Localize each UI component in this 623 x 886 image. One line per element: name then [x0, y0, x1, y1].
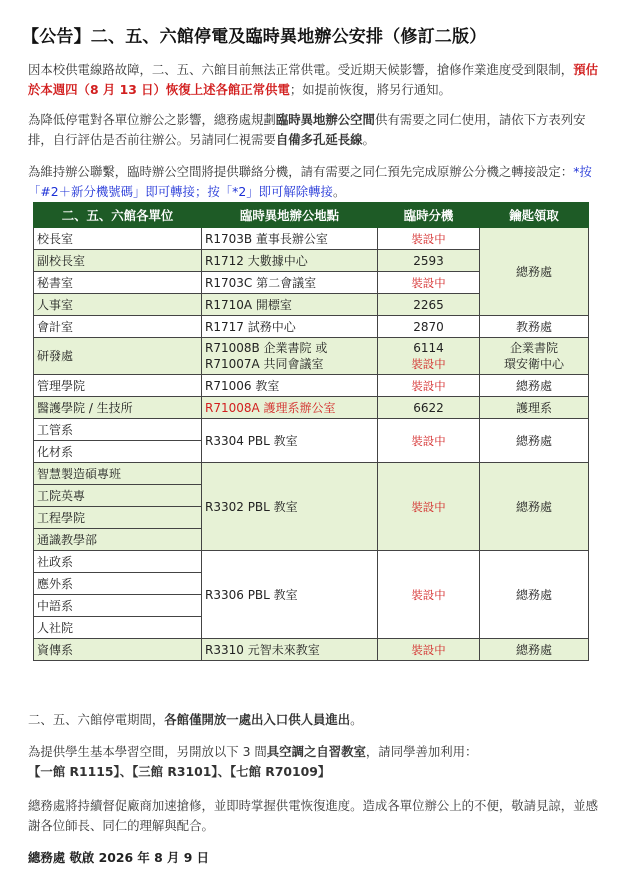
table-row [34, 639, 589, 661]
extension-line: 6114 [413, 341, 444, 355]
unit-cell: 社政系 [34, 551, 202, 573]
study-room-emphasis: 具空調之自習教室 [266, 744, 366, 759]
extension-cell: 裝設中 [378, 228, 480, 250]
outage-text: 因本校供電線路故障，二、五、六館目前無法正常供電。受近期天候影響，搶修作業進度受到限制， [28, 62, 574, 77]
extension-cell: 裝設中 [378, 272, 480, 294]
key-cell: 護理系 [480, 397, 589, 419]
study-room-text: 為提供學生基本學習空間，另開放以下 3 間 [28, 744, 267, 759]
unit-cell: 化材系 [34, 441, 202, 463]
location-cell: R1717 試務中心 [202, 316, 378, 338]
location-cell: R3304 PBL 教室 [202, 419, 378, 463]
unit-cell: 工管系 [34, 419, 202, 441]
unit-cell: 管理學院 [34, 375, 202, 397]
table-row [34, 419, 589, 441]
col-header-key: 鑰匙領取 [480, 203, 589, 228]
key-cell: 總務處 [480, 463, 589, 551]
key-cell: 教務處 [480, 316, 589, 338]
unit-cell: 工院英專 [34, 485, 202, 507]
key-cell: 總務處 [480, 639, 589, 661]
key-cell: 總務處 [480, 375, 589, 397]
table-row [34, 228, 589, 250]
temp-office-paragraph [28, 110, 600, 150]
col-header-location: 臨時異地辦公地點 [202, 203, 378, 228]
location-cell: R3302 PBL 教室 [202, 463, 378, 551]
extension-text: 為維持辦公聯繫，臨時辦公空間將提供聯絡分機，請有需要之同仁預先完成原辦公分機之轉接設定： [28, 164, 574, 179]
entrance-paragraph [28, 710, 600, 730]
table-row [34, 397, 589, 419]
table-header-row [34, 203, 589, 228]
key-cell [480, 338, 589, 375]
extension-text-end: 。 [332, 184, 346, 199]
extension-cell: 6622 [378, 397, 480, 419]
location-cell: R3310 元智未來教室 [202, 639, 378, 661]
location-cell: R71008A 護理系辦公室 [202, 397, 378, 419]
location-line: R71008B 企業書院 或 [205, 341, 328, 355]
study-room-paragraph [28, 742, 600, 782]
extension-cell: 2870 [378, 316, 480, 338]
unit-cell: 工程學院 [34, 507, 202, 529]
location-cell: R1712 大數據中心 [202, 250, 378, 272]
key-line: 企業書院 [509, 341, 558, 355]
power-strip-emphasis: 自備多孔延長線 [275, 132, 363, 147]
table-row [34, 463, 589, 485]
closing-paragraph: 總務處將持續督促廠商加速搶修，並即時掌握供電恢復進度。造成各單位辦公上的不便，敬請見諒，並感謝各位師長、同仁的理解與配合。 [28, 798, 598, 833]
unit-cell: 校長室 [34, 228, 202, 250]
table-row [34, 338, 589, 375]
temp-office-text: 為降低停電對各單位辦公之影響，總務處規劃 [28, 112, 276, 127]
unit-cell: 人社院 [34, 617, 202, 639]
location-cell: R1703C 第二會議室 [202, 272, 378, 294]
extension-cell: 裝設中 [378, 463, 480, 551]
extension-cell [378, 338, 480, 375]
signature: 總務處 敬啟 2026 年 8 月 9 日 [28, 850, 210, 865]
table-row [34, 375, 589, 397]
unit-cell: 中語系 [34, 595, 202, 617]
temp-office-text-end: 。 [362, 132, 375, 147]
entrance-text-end: 。 [350, 712, 363, 727]
extension-paragraph [28, 162, 600, 202]
key-cell: 總務處 [480, 419, 589, 463]
table-row [34, 316, 589, 338]
study-room-text-end: ，請同學善加利用： [365, 744, 478, 759]
outage-text-end: ；如提前恢復，將另行通知。 [289, 82, 451, 97]
location-line: R71007A 共同會議室 [205, 357, 324, 371]
unit-cell: 副校長室 [34, 250, 202, 272]
temp-office-emphasis: 臨時異地辦公空間 [275, 112, 375, 127]
location-cell: R1710A 開標室 [202, 294, 378, 316]
unit-cell: 醫護學院 / 生技所 [34, 397, 202, 419]
key-cell: 總務處 [480, 551, 589, 639]
extension-cell: 裝設中 [378, 375, 480, 397]
extension-cell: 2593 [378, 250, 480, 272]
location-cell: R1703B 董事長辦公室 [202, 228, 378, 250]
col-header-extension: 臨時分機 [378, 203, 480, 228]
location-cell: R71006 教室 [202, 375, 378, 397]
unit-cell: 人事室 [34, 294, 202, 316]
outage-paragraph [28, 60, 600, 100]
restore-estimate: 預估於本週四（8 月 13 日）恢復上述各館正常供電 [28, 62, 598, 97]
extension-cell: 2265 [378, 294, 480, 316]
col-header-unit: 二、五、六館各單位 [34, 203, 202, 228]
unit-cell: 研發處 [34, 338, 202, 375]
unit-cell: 通識教學部 [34, 529, 202, 551]
study-room-list: 【一館 R1115】、【三館 R3101】、【七館 R70109】 [28, 764, 331, 779]
extension-line: 裝設中 [411, 357, 446, 371]
key-cell: 總務處 [480, 228, 589, 316]
entrance-emphasis: 各館僅開放一處出入口供人員進出 [164, 712, 351, 727]
unit-cell: 會計室 [34, 316, 202, 338]
entrance-text: 二、五、六館停電期間， [28, 712, 165, 727]
table-row [34, 551, 589, 573]
location-cell [202, 338, 378, 375]
page-title: 【公告】二、五、六館停電及臨時異地辦公安排（修訂二版） [22, 27, 487, 47]
temp-office-text-2: 供有需要之同仁使用，請依下方表列安排，自行評估是否前往辦公。另請同仁視需要 [28, 112, 586, 147]
unit-cell: 秘書室 [34, 272, 202, 294]
location-cell: R3306 PBL 教室 [202, 551, 378, 639]
unit-cell: 資傳系 [34, 639, 202, 661]
extension-cell: 裝設中 [378, 419, 480, 463]
key-line: 環安衛中心 [503, 357, 564, 371]
extension-cell: 裝設中 [378, 551, 480, 639]
unit-cell: 應外系 [34, 573, 202, 595]
extension-cell: 裝設中 [378, 639, 480, 661]
forwarding-instructions: *按「#2＋新分機號碼」即可轉接；按「*2」即可解除轉接 [28, 164, 592, 199]
unit-cell: 智慧製造碩專班 [34, 463, 202, 485]
temp-office-table [33, 202, 589, 661]
